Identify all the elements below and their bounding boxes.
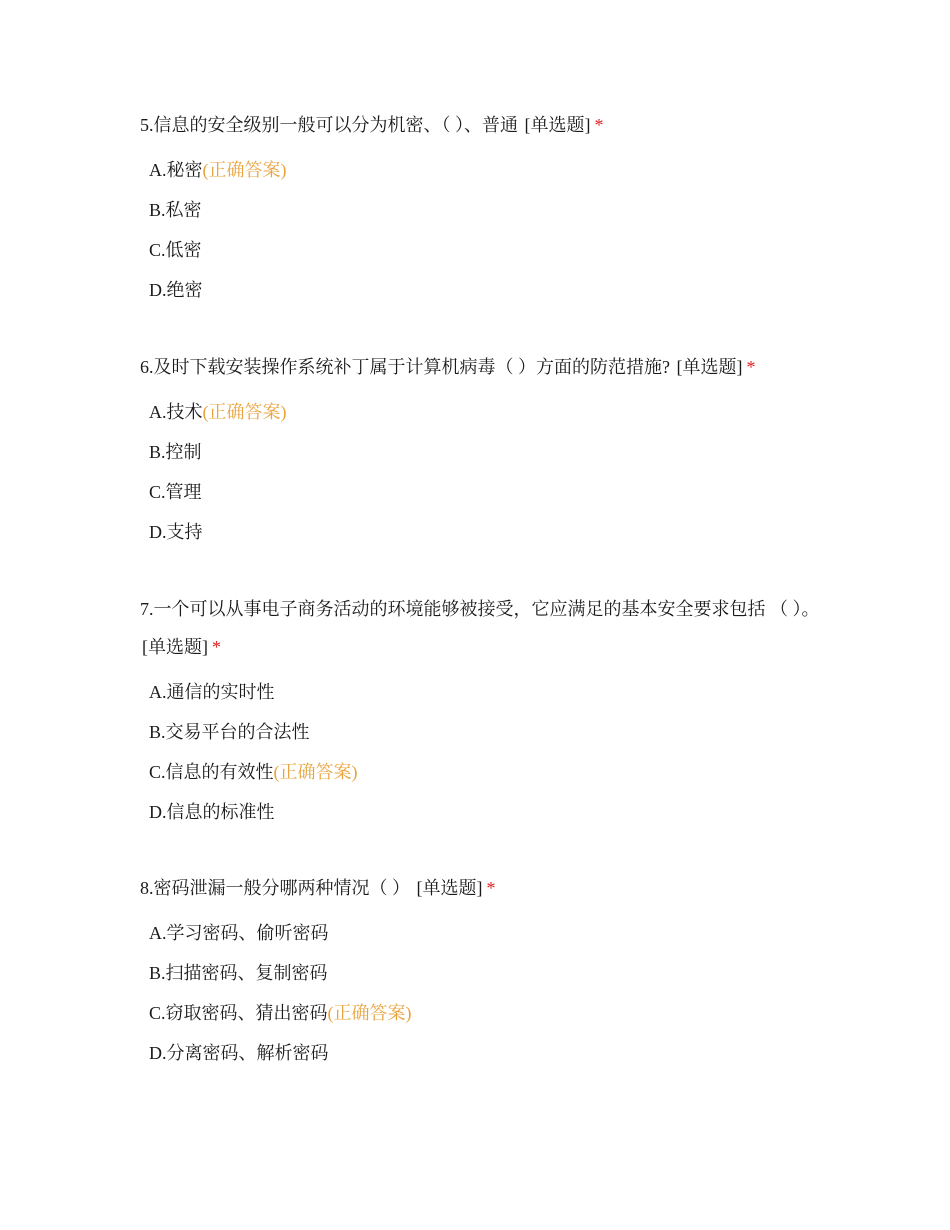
option-a[interactable] [149,672,820,712]
option-label: B.控制 [149,442,202,462]
option-b[interactable] [149,712,820,752]
question-text: 8.密码泄漏一般分哪两种情况（ ） [140,878,410,898]
question-type: [单选题] [676,357,743,377]
required-marker: * [212,637,221,657]
option-b[interactable] [149,953,820,993]
option-a[interactable] [149,913,820,953]
correct-answer-tag: (正确答案) [273,762,358,782]
option-label: D.分离密码、解析密码 [149,1043,329,1063]
option-label: D.信息的标准性 [149,802,275,822]
question-7 [140,590,820,832]
question-type: [单选题] [416,878,483,898]
option-d[interactable] [149,792,820,832]
option-label: B.交易平台的合法性 [149,722,310,742]
option-label: A.秘密 [149,160,203,180]
correct-answer-tag: (正确答案) [202,402,287,422]
question-5 [140,106,820,310]
option-c[interactable] [149,752,820,792]
option-label: A.学习密码、偷听密码 [149,923,329,943]
question-title [140,348,820,386]
correct-answer-tag: (正确答案) [202,160,287,180]
question-title [140,869,820,907]
option-a[interactable] [149,150,820,190]
option-label: B.私密 [149,200,202,220]
option-list [140,150,820,310]
option-d[interactable] [149,270,820,310]
question-text: 6.及时下载安装操作系统补丁属于计算机病毒（ ）方面的防范措施? [140,357,670,377]
option-list [140,672,820,832]
option-a[interactable] [149,392,820,432]
option-label: A.通信的实时性 [149,682,275,702]
question-title [140,590,820,666]
option-d[interactable] [149,512,820,552]
option-label: D.绝密 [149,280,203,300]
option-label: B.扫描密码、复制密码 [149,963,328,983]
question-title [140,106,820,144]
option-label: D.支持 [149,522,203,542]
option-c[interactable] [149,230,820,270]
option-list [140,392,820,552]
option-label: C.管理 [149,482,202,502]
question-type: [单选题] [142,637,208,657]
required-marker: * [594,115,604,135]
correct-answer-tag: (正确答案) [327,1003,412,1023]
option-label: C.信息的有效性 [149,762,274,782]
option-b[interactable] [149,432,820,472]
option-list [140,913,820,1073]
question-text: 5.信息的安全级别一般可以分为机密、（ ）、普通 [140,115,518,135]
required-marker: * [486,878,496,898]
option-c[interactable] [149,993,820,1033]
option-c[interactable] [149,472,820,512]
required-marker: * [746,357,756,377]
question-6 [140,348,820,552]
question-type: [单选题] [524,115,591,135]
option-d[interactable] [149,1033,820,1073]
option-b[interactable] [149,190,820,230]
option-label: C.低密 [149,240,202,260]
question-text: 7.一个可以从事电子商务活动的环境能够被接受，它应满足的基本安全要求包括 （ ）。 [140,599,820,619]
option-label: C.窃取密码、猜出密码 [149,1003,328,1023]
question-8 [140,869,820,1073]
option-label: A.技术 [149,402,203,422]
